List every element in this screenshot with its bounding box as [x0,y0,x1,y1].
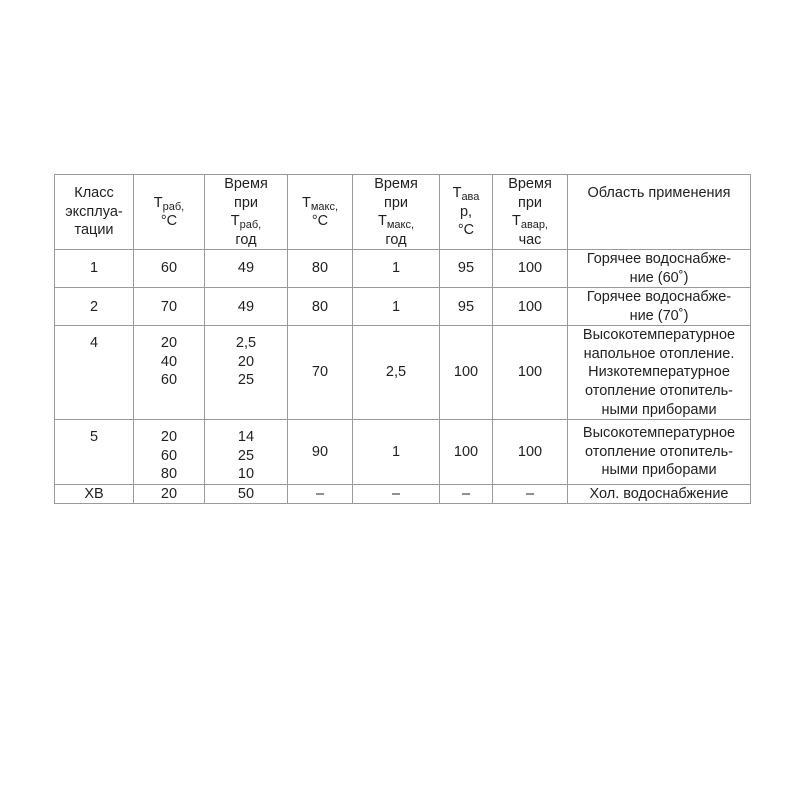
header-time-rab: Время при $T_{раб,}$ год [205,175,288,250]
cell-class: ХВ [55,484,134,504]
table-row [55,484,751,504]
cell-application-area: Хол. водоснабжение [568,484,751,504]
cell-application-area: Высокотемпературное напольное отопление. Низкотемпературное отопление отопитель- ными приборами [568,326,751,420]
header-time-avar: Время при $T_{авар,}$ час [493,175,568,250]
cell-time-rab: 2,5 20 25 [205,326,288,420]
operating-class-table [54,174,751,504]
cell-t-avar: – [440,484,493,504]
header-class: Класс эксплуа- тации [55,175,134,250]
cell-t-max: – [288,484,353,504]
cell-t-max: 90 [288,420,353,485]
header-time-max: Время при $T_{макс,}$ год [353,175,440,250]
cell-time-avar: 100 [493,288,568,326]
cell-time-max: 1 [353,420,440,485]
cell-t-avar: 100 [440,326,493,420]
cell-t-rab: 70 [134,288,205,326]
cell-time-rab: 49 [205,288,288,326]
spec-table-container [54,174,742,504]
header-t-avar: $T_{ава}$ р, °C [440,175,493,250]
table-row [55,420,751,485]
cell-t-rab: 60 [134,250,205,288]
table-header-row [55,175,751,250]
cell-class: 5 [55,420,134,485]
cell-t-rab: 20 40 60 [134,326,205,420]
cell-application-area: Горячее водоснабже- ние (70˚) [568,288,751,326]
table-body [55,250,751,504]
cell-time-avar: 100 [493,326,568,420]
cell-time-max: 2,5 [353,326,440,420]
cell-t-max: 70 [288,326,353,420]
cell-class: 1 [55,250,134,288]
table-row [55,250,751,288]
cell-application-area: Высокотемпературное отопление отопитель- ными приборами [568,420,751,485]
cell-t-rab: 20 [134,484,205,504]
cell-time-avar: – [493,484,568,504]
header-t-rab: $T_{раб,}$ °C [134,175,205,250]
cell-time-rab: 50 [205,484,288,504]
cell-time-max: 1 [353,288,440,326]
table-row [55,288,751,326]
cell-time-rab: 14 25 10 [205,420,288,485]
cell-t-avar: 100 [440,420,493,485]
cell-class: 4 [55,326,134,420]
table-header [55,175,751,250]
cell-t-avar: 95 [440,250,493,288]
cell-time-max: 1 [353,250,440,288]
table-row [55,326,751,420]
cell-t-avar: 95 [440,288,493,326]
cell-application-area: Горячее водоснабже- ние (60˚) [568,250,751,288]
cell-time-avar: 100 [493,420,568,485]
cell-time-avar: 100 [493,250,568,288]
cell-time-rab: 49 [205,250,288,288]
cell-time-max: – [353,484,440,504]
header-application-area: Область применения [568,175,751,250]
cell-t-rab: 20 60 80 [134,420,205,485]
cell-t-max: 80 [288,250,353,288]
cell-class: 2 [55,288,134,326]
cell-t-max: 80 [288,288,353,326]
header-t-max: $T_{макс,}$ °C [288,175,353,250]
